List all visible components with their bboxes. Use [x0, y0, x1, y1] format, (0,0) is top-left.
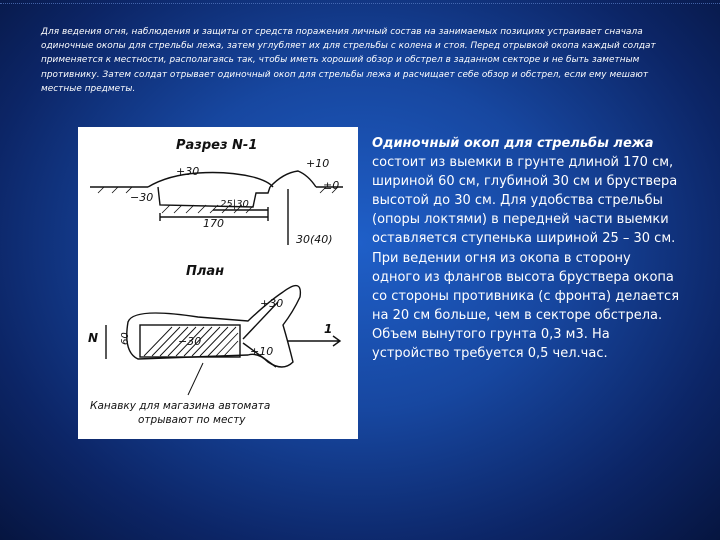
- dim-170: 170: [203, 217, 224, 230]
- label-1: 1: [324, 322, 333, 336]
- caption-text-line2: отрывают по месту: [138, 414, 246, 426]
- plan-view: [106, 286, 340, 367]
- rear-parapet: [148, 173, 273, 188]
- slide-top-rule: [0, 3, 720, 5]
- intro-paragraph: Для ведения огня, наблюдения и защиты от средств поражения личный состав на занимаемых позициях устраивает сначала одиночные окопы для стрельбы лежа, затем углубляет их для стрельбы с колена и стоя. Перед отрывкой окопа каждый солдат применяется к местности, располагаясь так, чтобы иметь хороший обзор и обстрел в заданном секторе и не быть заметным противнику. Затем солдат отрывает одиночный окоп для стрельбы лежа и расчищает себе обзор и обстрел, если ему мешают местные предметы.: [41, 27, 656, 94]
- plan-title: План: [186, 264, 225, 279]
- dim-minus30-plan: −30: [178, 335, 202, 348]
- trench-diagram-svg: [78, 127, 358, 439]
- direction-arrow: [288, 336, 340, 346]
- dim-60: 60: [120, 332, 131, 345]
- trench-pit: [158, 187, 270, 207]
- dim-plus30-top: +30: [176, 165, 200, 178]
- description-lead: Одиночный окоп для стрельбы лежа: [372, 136, 654, 151]
- description-block: [372, 134, 682, 363]
- dim-pm0: ±0: [323, 179, 340, 192]
- dim-minus30: −30: [130, 191, 154, 204]
- dim-plus30-plan: +30: [260, 297, 284, 310]
- figure-caption-line1: [90, 400, 274, 426]
- section-title: Разрез N-1: [176, 138, 258, 153]
- dim-plus10-plan: +10: [250, 345, 274, 358]
- trench-diagram: [78, 127, 358, 439]
- dim-plus10-top: +10: [306, 157, 330, 170]
- label-n: N: [88, 331, 99, 345]
- front-parapet: [270, 171, 316, 187]
- caption-leader: [188, 363, 203, 395]
- dim-30-40: 30(40): [296, 233, 333, 246]
- description-p3: Объем вынутого грунта 0,3 м3. На устройство требуется 0,5 чел.час.: [372, 326, 610, 362]
- description-p2: При ведении огня из окопа в сторону одного из флангов высота бруствера окопа со стороны противника (с фронта) делается на 20 см больше, чем в секторе обстрела.: [372, 250, 680, 323]
- caption-text: Канавку для магазина автомата: [90, 400, 271, 412]
- description-p1: состоит из выемки в грунте длиной 170 см, шириной 60 см, глубиной 30 см и бруствера высотой до 30 см. Для удобства стрельбы (опоры локтями) в передней части выемки оставляется ступенька шириной 25 – 30 см.: [372, 155, 678, 247]
- dim-25-30: 25|30: [220, 199, 249, 210]
